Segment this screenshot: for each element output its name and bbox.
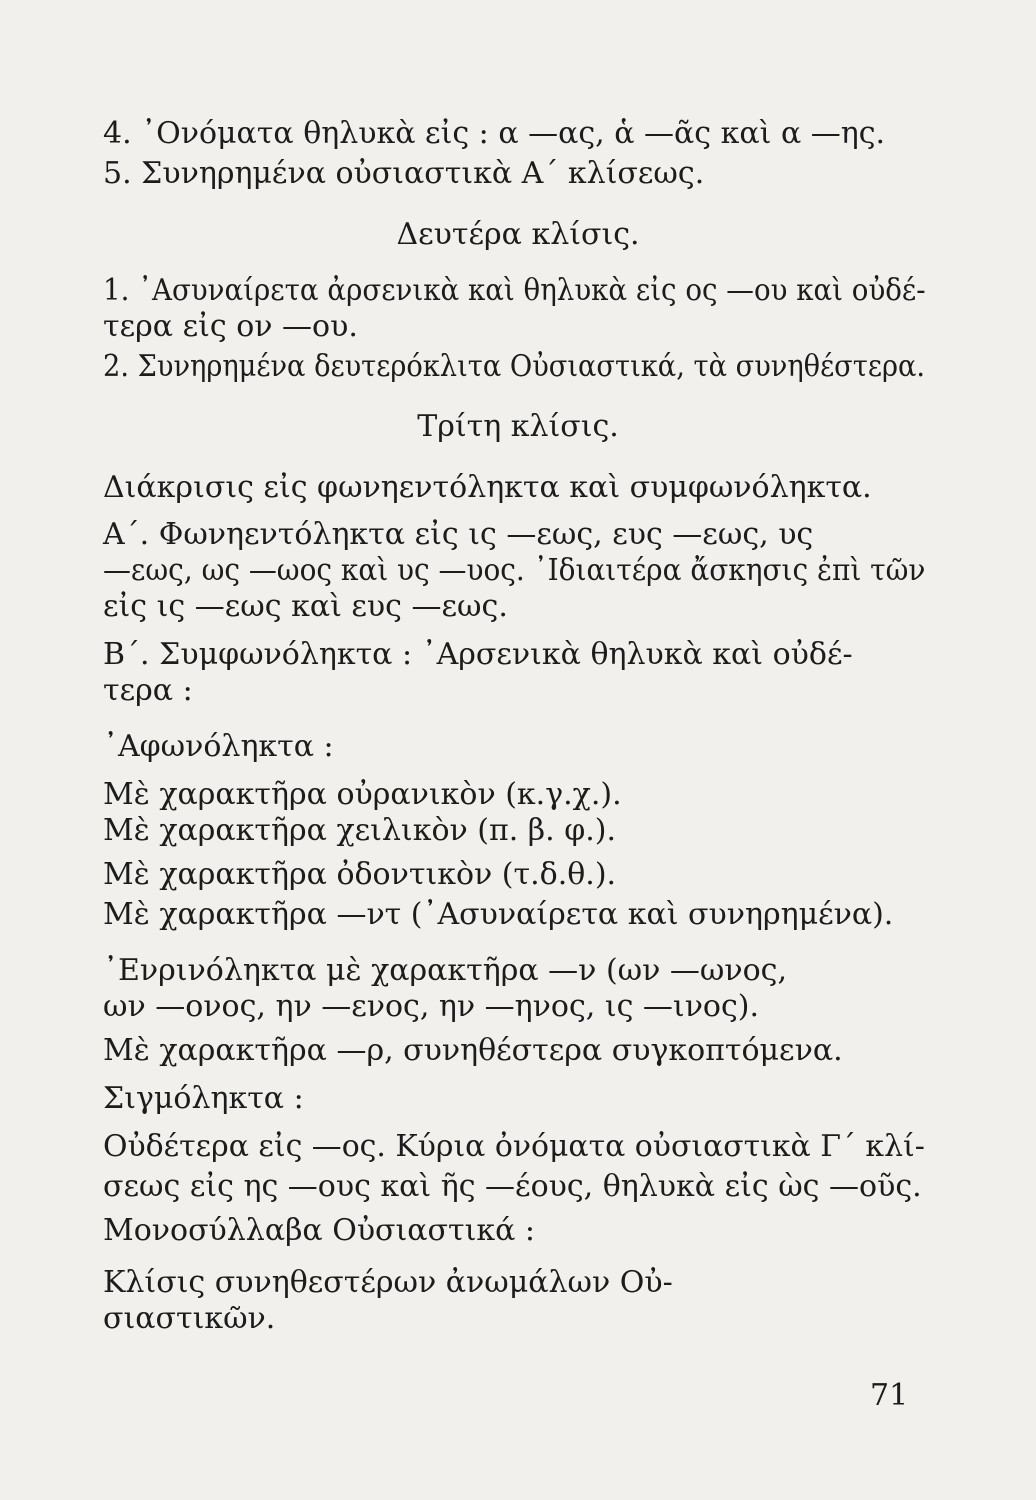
list-line-dental: Μὲ χαρακτῆρα ὀδοντικὸν (τ.δ.θ.). bbox=[103, 857, 617, 892]
list-line-rho: Μὲ χαρακτῆρα —ρ, συνηθέστερα συγκοπτόμενα. bbox=[103, 1033, 843, 1068]
paragraph-a-line-2: —εως, ως —ωος καὶ υς —υος. ᾿Ιδιαιτέρα ἄσκησις ἐπὶ τῶν bbox=[103, 553, 926, 588]
paragraph-b-line-2: τερα : bbox=[103, 673, 193, 708]
page-number: 71 bbox=[870, 1378, 909, 1413]
list-item-1: 1. ᾿Ασυναίρετα ἀρσενικὰ καὶ θηλυκὰ εἰς ος —ου καὶ οὐδέ- bbox=[103, 273, 926, 308]
subheading-sigmolekta: Σιγμόληκτα : bbox=[103, 1081, 304, 1116]
paragraph-nasal-line-1: ᾿Ενρινόληκτα μὲ χαρακτῆρα —ν (ων —ωνος, bbox=[103, 953, 787, 988]
paragraph-neuter-line-1: Οὐδέτερα εἰς —ος. Κύρια ὀνόματα οὐσιαστικὰ Γ΄ κλί- bbox=[103, 1129, 925, 1164]
list-item-1-continued: τερα εἰς ον —ου. bbox=[103, 309, 358, 344]
paragraph-a-line-1: Α΄. Φωνηεντόληκτα εἰς ις —εως, ευς —εως, υς bbox=[103, 517, 814, 552]
subheading-monosyllabic: Μονοσύλλαβα Οὐσιαστικά : bbox=[103, 1213, 536, 1248]
list-line-labial: Μὲ χαρακτῆρα χειλικὸν (π. β. φ.). bbox=[103, 813, 616, 848]
list-item-2: 2. Συνηρημένα δευτερόκλιτα Οὐσιαστικά, τὰ συνηθέστερα. bbox=[103, 349, 926, 384]
paragraph-distinction: Διάκρισις εἰς φωνηεντόληκτα καὶ συμφωνόληκτα. bbox=[103, 470, 872, 505]
subheading-aphonolekta: ᾿Αφωνόληκτα : bbox=[103, 729, 334, 764]
list-line-guttural: Μὲ χαρακτῆρα οὐρανικὸν (κ.γ.χ.). bbox=[103, 777, 622, 812]
paragraph-irregular-line-2: σιαστικῶν. bbox=[103, 1301, 276, 1336]
paragraph-irregular-line-1: Κλίσις συνηθεστέρων ἀνωμάλων Οὐ- bbox=[103, 1265, 673, 1300]
paragraph-nasal-line-2: ων —ονος, ην —ενος, ην —ηνος, ις —ινος). bbox=[103, 989, 760, 1024]
list-item-5: 5. Συνηρημένα οὐσιαστικὰ Α΄ κλίσεως. bbox=[103, 156, 705, 191]
paragraph-a-line-3: εἰς ις —εως καὶ ευς —εως. bbox=[103, 589, 508, 624]
section-heading-third-declension: Τρίτη κλίσις. bbox=[417, 409, 619, 444]
paragraph-b-line-1: Β΄. Συμφωνόληκτα : ᾿Αρσενικὰ θηλυκὰ καὶ οὐδέ- bbox=[103, 637, 853, 672]
list-line-nt: Μὲ χαρακτῆρα —ντ (᾿Ασυναίρετα καὶ συνηρημένα). bbox=[103, 897, 894, 932]
paragraph-neuter-line-2: σεως εἰς ης —ους καὶ ῆς —έους, θηλυκὰ εἰς ὼς —οῦς. bbox=[103, 1169, 922, 1204]
list-item-4: 4. ᾿Ονόματα θηλυκὰ εἰς : α —ας, ἁ —ᾶς καὶ α —ης. bbox=[103, 116, 886, 151]
section-heading-second-declension: Δευτέρα κλίσις. bbox=[396, 217, 640, 252]
